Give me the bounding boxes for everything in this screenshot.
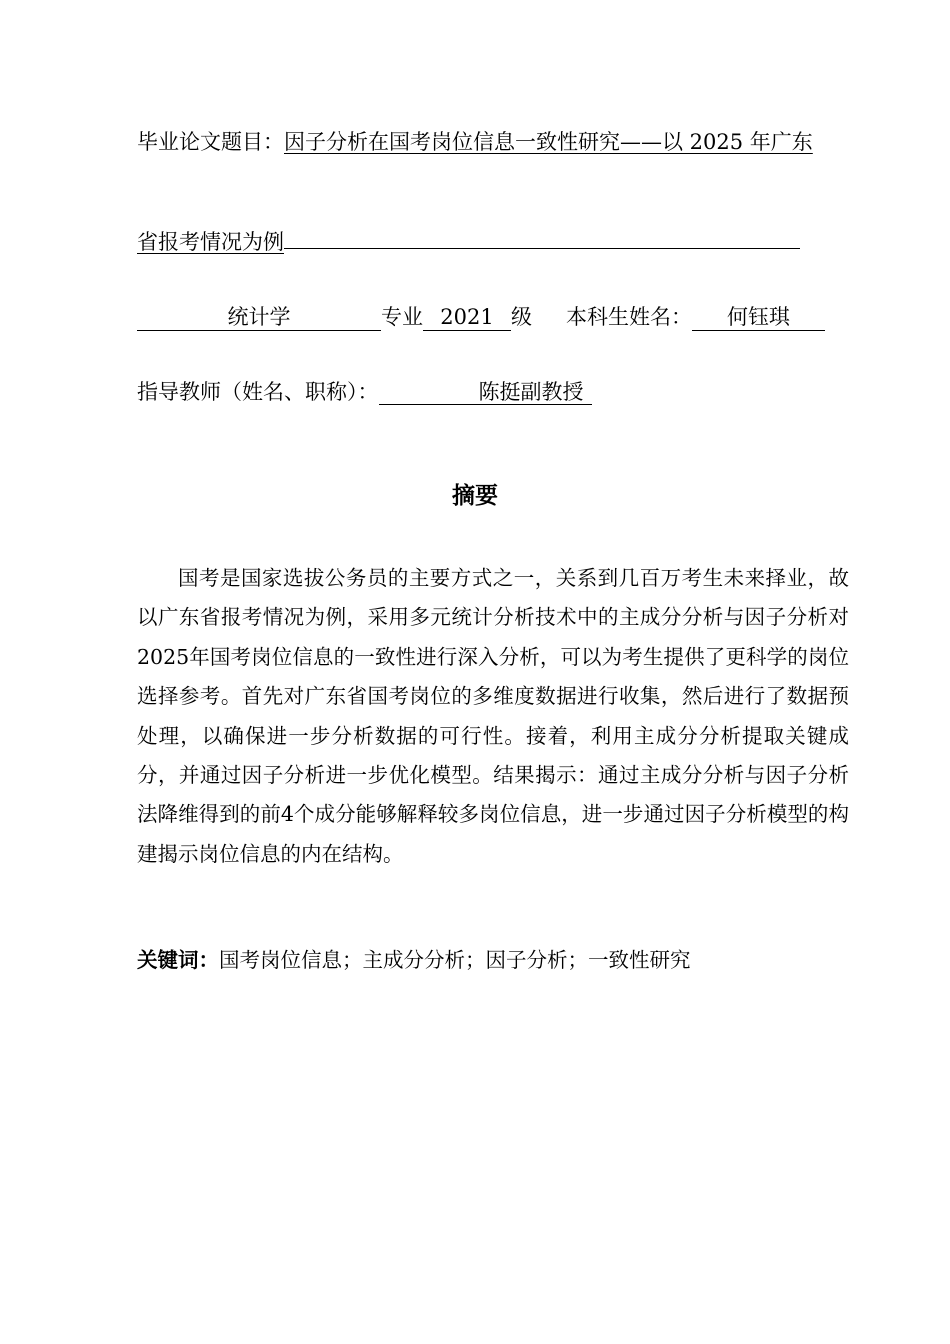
student-name-label: 本科生姓名： [566,305,692,329]
advisor-value: 陈挺副教授 [379,378,592,405]
major-label: 专业 [381,305,423,329]
advisor-label: 指导教师（姓名、职称）： [137,380,379,404]
abstract-body: 国考是国家选拔公务员的主要方式之一，关系到几百万考生未来择业，故以广东省报考情况为例，采用多元统计分析技术中的主成分分析与因子分析对2025年国考岗位信息的一致性进行深入分析，可以为考生提供了更科学的岗位选择参考。首先对广东省国考岗位的多维度数据进行收集，然后进行了数据预处理，以确保进一步分析数据的可行性。接着，利用主成分分析提取关键成分，并通过因子分析进一步优化模型。结果揭示：通过主成分分析与因子分析法降维得到的前4个成分能够解释较多岗位信息，进一步通过因子分析模型的构建揭示岗位信息的内在结构。 [137,566,849,866]
title-underline-fill [284,226,800,249]
keywords-line [137,945,691,975]
thesis-title-line-1 [137,128,813,156]
grade-value: 2021 [423,303,511,331]
thesis-title-line-2 [137,226,800,256]
thesis-title-text-2: 省报考情况为例 [137,230,284,254]
student-info-line [137,303,825,331]
abstract-heading: 摘要 [452,483,498,509]
major-value: 统计学 [137,303,381,331]
thesis-title-label: 毕业论文题目： [137,130,284,154]
grade-label: 级 [511,305,532,329]
student-name-value: 何钰琪 [692,303,825,331]
thesis-title-text-1: 因子分析在国考岗位信息一致性研究——以 2025 年广东 [284,130,813,154]
keywords-label: 关键词： [137,948,219,972]
keywords-text: 国考岗位信息；主成分分析；因子分析；一致性研究 [219,948,691,972]
advisor-line [137,378,592,406]
